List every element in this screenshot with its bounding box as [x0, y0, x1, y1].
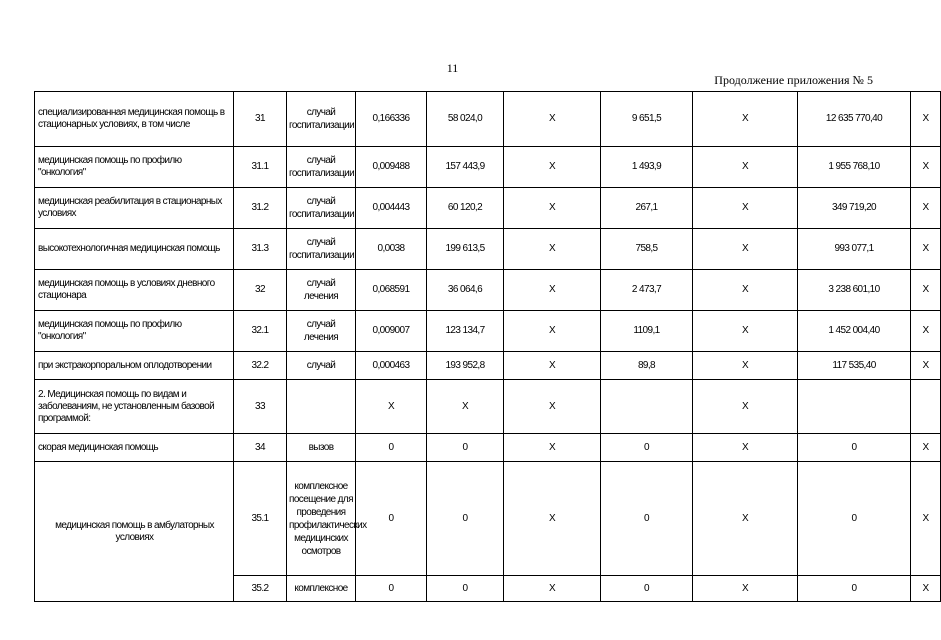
- row-unit: случай госпитализации: [287, 188, 356, 229]
- cell-c1: 0,068591: [356, 270, 427, 311]
- cell-c6: 993 077,1: [798, 229, 911, 270]
- cell-c5: X: [693, 229, 798, 270]
- table-row: [35, 270, 941, 311]
- row-code: 32.1: [234, 311, 287, 352]
- table-row: [35, 380, 941, 434]
- cell-c3: X: [504, 229, 601, 270]
- cell-c3: X: [504, 188, 601, 229]
- cell-c2: 199 613,5: [427, 229, 504, 270]
- cell-c7: X: [911, 352, 941, 380]
- row-unit: случай лечения: [287, 270, 356, 311]
- cell-c7: X: [911, 92, 941, 147]
- table-row: [35, 434, 941, 462]
- row-code: 35.1: [234, 462, 287, 576]
- row-name: 2. Медицинская помощь по видам и заболеваниям, не установленным базовой программой:: [35, 380, 234, 434]
- cell-c5: X: [693, 92, 798, 147]
- cell-c1: 0,000463: [356, 352, 427, 380]
- cell-c1: X: [356, 380, 427, 434]
- cell-c3: X: [504, 434, 601, 462]
- data-table: [34, 91, 941, 602]
- cell-c1: 0: [356, 434, 427, 462]
- cell-c5: X: [693, 270, 798, 311]
- cell-c3: X: [504, 92, 601, 147]
- cell-c7: X: [911, 434, 941, 462]
- cell-c2: 0: [427, 462, 504, 576]
- row-unit: случай госпитализации: [287, 229, 356, 270]
- cell-c7: X: [911, 576, 941, 602]
- cell-c2: X: [427, 380, 504, 434]
- row-code: 33: [234, 380, 287, 434]
- row-name: скорая медицинская помощь: [35, 434, 234, 462]
- cell-c4: 9 651,5: [601, 92, 693, 147]
- cell-c4: 0: [601, 462, 693, 576]
- row-name: медицинская реабилитация в стационарных условиях: [35, 188, 234, 229]
- row-unit: комплексное: [287, 576, 356, 602]
- row-code: 31.1: [234, 147, 287, 188]
- cell-c3: X: [504, 147, 601, 188]
- cell-c1: 0,166336: [356, 92, 427, 147]
- cell-c4: 0: [601, 434, 693, 462]
- cell-c5: X: [693, 188, 798, 229]
- row-code: 32: [234, 270, 287, 311]
- cell-c6: 3 238 601,10: [798, 270, 911, 311]
- cell-c4: 1 493,9: [601, 147, 693, 188]
- table-row: [35, 352, 941, 380]
- appendix-note: Продолжение приложения № 5: [714, 73, 873, 87]
- cell-c1: 0: [356, 576, 427, 602]
- row-name: специализированная медицинская помощь в стационарных условиях, в том числе: [35, 92, 234, 147]
- cell-c7: X: [911, 229, 941, 270]
- row-code: 35.2: [234, 576, 287, 602]
- cell-c6: 1 955 768,10: [798, 147, 911, 188]
- row-unit: случай госпитализации: [287, 147, 356, 188]
- page-number: 11: [446, 61, 459, 75]
- row-code: 34: [234, 434, 287, 462]
- cell-c3: X: [504, 270, 601, 311]
- cell-c6: 12 635 770,40: [798, 92, 911, 147]
- row-code: 31.3: [234, 229, 287, 270]
- cell-c2: 0: [427, 576, 504, 602]
- row-code: 32.2: [234, 352, 287, 380]
- cell-c5: X: [693, 352, 798, 380]
- cell-c7: X: [911, 147, 941, 188]
- cell-c4: [601, 380, 693, 434]
- row-name: медицинская помощь по профилю "онкология": [35, 311, 234, 352]
- cell-c6: 349 719,20: [798, 188, 911, 229]
- row-unit: случай госпитализации: [287, 92, 356, 147]
- row-unit: вызов: [287, 434, 356, 462]
- row-unit: [287, 380, 356, 434]
- cell-c3: X: [504, 380, 601, 434]
- cell-c4: 89,8: [601, 352, 693, 380]
- cell-c5: X: [693, 147, 798, 188]
- row-code: 31: [234, 92, 287, 147]
- cell-c5: X: [693, 576, 798, 602]
- table-row: [35, 188, 941, 229]
- cell-c4: 2 473,7: [601, 270, 693, 311]
- cell-c4: 1109,1: [601, 311, 693, 352]
- cell-c2: 193 952,8: [427, 352, 504, 380]
- cell-c7: X: [911, 188, 941, 229]
- cell-c2: 0: [427, 434, 504, 462]
- row-name: высокотехнологичная медицинская помощь: [35, 229, 234, 270]
- cell-c1: 0,004443: [356, 188, 427, 229]
- row-name: медицинская помощь в амбулаторных условиях: [35, 462, 234, 602]
- cell-c3: X: [504, 311, 601, 352]
- cell-c1: 0,009488: [356, 147, 427, 188]
- cell-c7: X: [911, 462, 941, 576]
- cell-c3: X: [504, 352, 601, 380]
- cell-c7: X: [911, 270, 941, 311]
- cell-c4: 758,5: [601, 229, 693, 270]
- cell-c5: X: [693, 462, 798, 576]
- cell-c6: 1 452 004,40: [798, 311, 911, 352]
- cell-c1: 0,0038: [356, 229, 427, 270]
- table-row: [35, 147, 941, 188]
- row-name: медицинская помощь в условиях дневного стационара: [35, 270, 234, 311]
- cell-c2: 123 134,7: [427, 311, 504, 352]
- row-name: при экстракорпоральном оплодотворении: [35, 352, 234, 380]
- table-row: [35, 92, 941, 147]
- cell-c7: X: [911, 311, 941, 352]
- cell-c5: X: [693, 434, 798, 462]
- row-unit: комплексное посещение для проведения профилактических медицинских осмотров: [287, 462, 356, 576]
- cell-c3: X: [504, 576, 601, 602]
- cell-c6: 0: [798, 434, 911, 462]
- row-name: медицинская помощь по профилю "онкология": [35, 147, 234, 188]
- cell-c3: X: [504, 462, 601, 576]
- row-code: 31.2: [234, 188, 287, 229]
- cell-c2: 60 120,2: [427, 188, 504, 229]
- cell-c6: 0: [798, 462, 911, 576]
- cell-c2: 36 064,6: [427, 270, 504, 311]
- row-unit: случай: [287, 352, 356, 380]
- cell-c7: [911, 380, 941, 434]
- cell-c1: 0,009007: [356, 311, 427, 352]
- cell-c4: 267,1: [601, 188, 693, 229]
- row-unit: случай лечения: [287, 311, 356, 352]
- cell-c2: 58 024,0: [427, 92, 504, 147]
- cell-c1: 0: [356, 462, 427, 576]
- cell-c6: [798, 380, 911, 434]
- cell-c6: 0: [798, 576, 911, 602]
- cell-c4: 0: [601, 576, 693, 602]
- cell-c2: 157 443,9: [427, 147, 504, 188]
- table-row: [35, 311, 941, 352]
- table-row: [35, 229, 941, 270]
- cell-c5: X: [693, 380, 798, 434]
- table-row: [35, 462, 941, 576]
- cell-c6: 117 535,40: [798, 352, 911, 380]
- cell-c5: X: [693, 311, 798, 352]
